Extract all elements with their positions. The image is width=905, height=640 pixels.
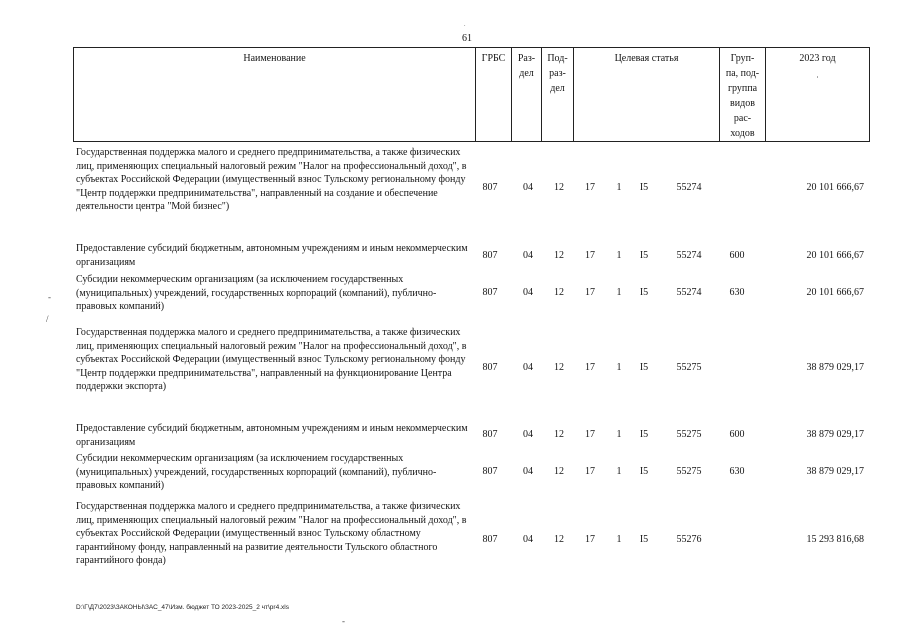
row-sum: 38 879 029,17 [806,429,864,440]
row-target-direction: 55275 [676,429,702,440]
row-razdel: 04 [523,287,533,298]
column-header-target: Целевая статья [574,48,720,142]
row-target-subprogram: 1 [616,466,622,477]
row-vid: 600 [729,250,745,261]
row-grbs: 807 [482,466,498,477]
row-target-program: 17 [585,534,595,545]
margin-mark: / [46,314,49,324]
column-header-podrazdel: Под- раз- дел [542,48,574,142]
column-header-vid: Груп- па, под- группа видов рас- ходов [720,48,766,142]
row-razdel: 04 [523,182,533,193]
row-target-subprogram: 1 [616,182,622,193]
row-sum: 38 879 029,17 [806,466,864,477]
row-grbs: 807 [482,287,498,298]
row-name: Государственная поддержка малого и среднего предпринимательства, а также физических лиц, применяющих специальный налоговый режим "Налог на профессиональный доход", в субъектах Российской Федерации (имущественный взнос Тульскому региональному фонду "Центр поддержки предпринимательства", направленный на функционирование Центра поддержки экспорта) [76,327,467,393]
row-sum: 20 101 666,67 [806,182,864,193]
column-header-grbs: ГРБС [476,48,512,142]
row-podrazdel: 12 [554,534,564,545]
row-target-program: 17 [585,362,595,373]
row-sum: 15 293 816,68 [806,534,864,545]
row-target-subprogram: 1 [616,429,622,440]
scan-dot: · [816,73,819,82]
row-target-project: I5 [639,466,649,477]
margin-mark: - [48,292,51,302]
row-target-direction: 55274 [676,250,702,261]
footer-file-path: D:\Г\Д7\2023\ЗАКОНЫ\ЗАС_47\Изм. бюджет ТО 2023-2025_2 чт\pr4.xls [76,604,289,611]
scan-mark: . [464,22,466,28]
row-grbs: 807 [482,250,498,261]
row-target-project: I5 [639,182,649,193]
row-sum: 20 101 666,67 [806,287,864,298]
row-target-program: 17 [585,287,595,298]
row-grbs: 807 [482,534,498,545]
row-podrazdel: 12 [554,287,564,298]
row-target-direction: 55274 [676,287,702,298]
row-target-program: 17 [585,466,595,477]
row-sum: 38 879 029,17 [806,362,864,373]
row-podrazdel: 12 [554,250,564,261]
row-name: Государственная поддержка малого и среднего предпринимательства, а также физических лиц, применяющих специальный налоговый режим "Налог на профессиональный доход", в субъектах Российской Федерации (имущественный взнос Тульскому региональному фонду "Центр поддержки предпринимательства", направленный на создание и обеспечение деятельности центра "Мой бизнес") [76,147,467,213]
row-grbs: 807 [482,362,498,373]
year-label: 2023 год [799,53,836,64]
row-name: Предоставление субсидий бюджетным, автономным учреждениям и иным некоммерческим организациям [76,423,468,448]
row-name: Предоставление субсидий бюджетным, автономным учреждениям и иным некоммерческим организациям [76,243,468,268]
row-name: Субсидии некоммерческим организациям (за исключением государственных (муниципальных) учреждений, государственных корпораций (компаний), публично-правовых компаний) [76,453,437,492]
margin-mark: - [342,616,345,626]
row-sum: 20 101 666,67 [806,250,864,261]
row-vid: 630 [729,287,745,298]
row-target-project: I5 [639,287,649,298]
row-target-program: 17 [585,429,595,440]
row-target-direction: 55275 [676,466,702,477]
row-podrazdel: 12 [554,466,564,477]
row-target-direction: 55274 [676,182,702,193]
row-target-program: 17 [585,182,595,193]
row-target-project: I5 [639,250,649,261]
row-target-subprogram: 1 [616,250,622,261]
row-vid: 600 [729,429,745,440]
row-target-direction: 55276 [676,534,702,545]
column-header-name: Наименование [74,48,476,142]
row-target-project: I5 [639,362,649,373]
row-target-direction: 55275 [676,362,702,373]
table-header [73,47,870,142]
row-target-subprogram: 1 [616,362,622,373]
row-razdel: 04 [523,250,533,261]
row-podrazdel: 12 [554,429,564,440]
row-target-program: 17 [585,250,595,261]
row-name: Субсидии некоммерческим организациям (за исключением государственных (муниципальных) учреждений, государственных корпораций (компаний), публично-правовых компаний) [76,274,437,313]
page-number: 61 [462,33,472,44]
row-podrazdel: 12 [554,362,564,373]
row-target-subprogram: 1 [616,287,622,298]
row-vid: 630 [729,466,745,477]
row-target-project: I5 [639,429,649,440]
row-razdel: 04 [523,362,533,373]
row-razdel: 04 [523,429,533,440]
column-header-razdel: Раз- дел [512,48,542,142]
column-header-year [766,48,870,142]
row-name: Государственная поддержка малого и среднего предпринимательства, а также физических лиц, применяющих специальный налоговый режим "Налог на профессиональный доход", в субъектах Российской Федерации (имущественный взнос Тульскому областному гарантийному фонду, направленный на развитие деятельности Тульского областного гарантийного фонда) [76,501,467,567]
row-target-project: I5 [639,534,649,545]
row-grbs: 807 [482,429,498,440]
row-grbs: 807 [482,182,498,193]
row-target-subprogram: 1 [616,534,622,545]
row-podrazdel: 12 [554,182,564,193]
row-razdel: 04 [523,466,533,477]
row-razdel: 04 [523,534,533,545]
